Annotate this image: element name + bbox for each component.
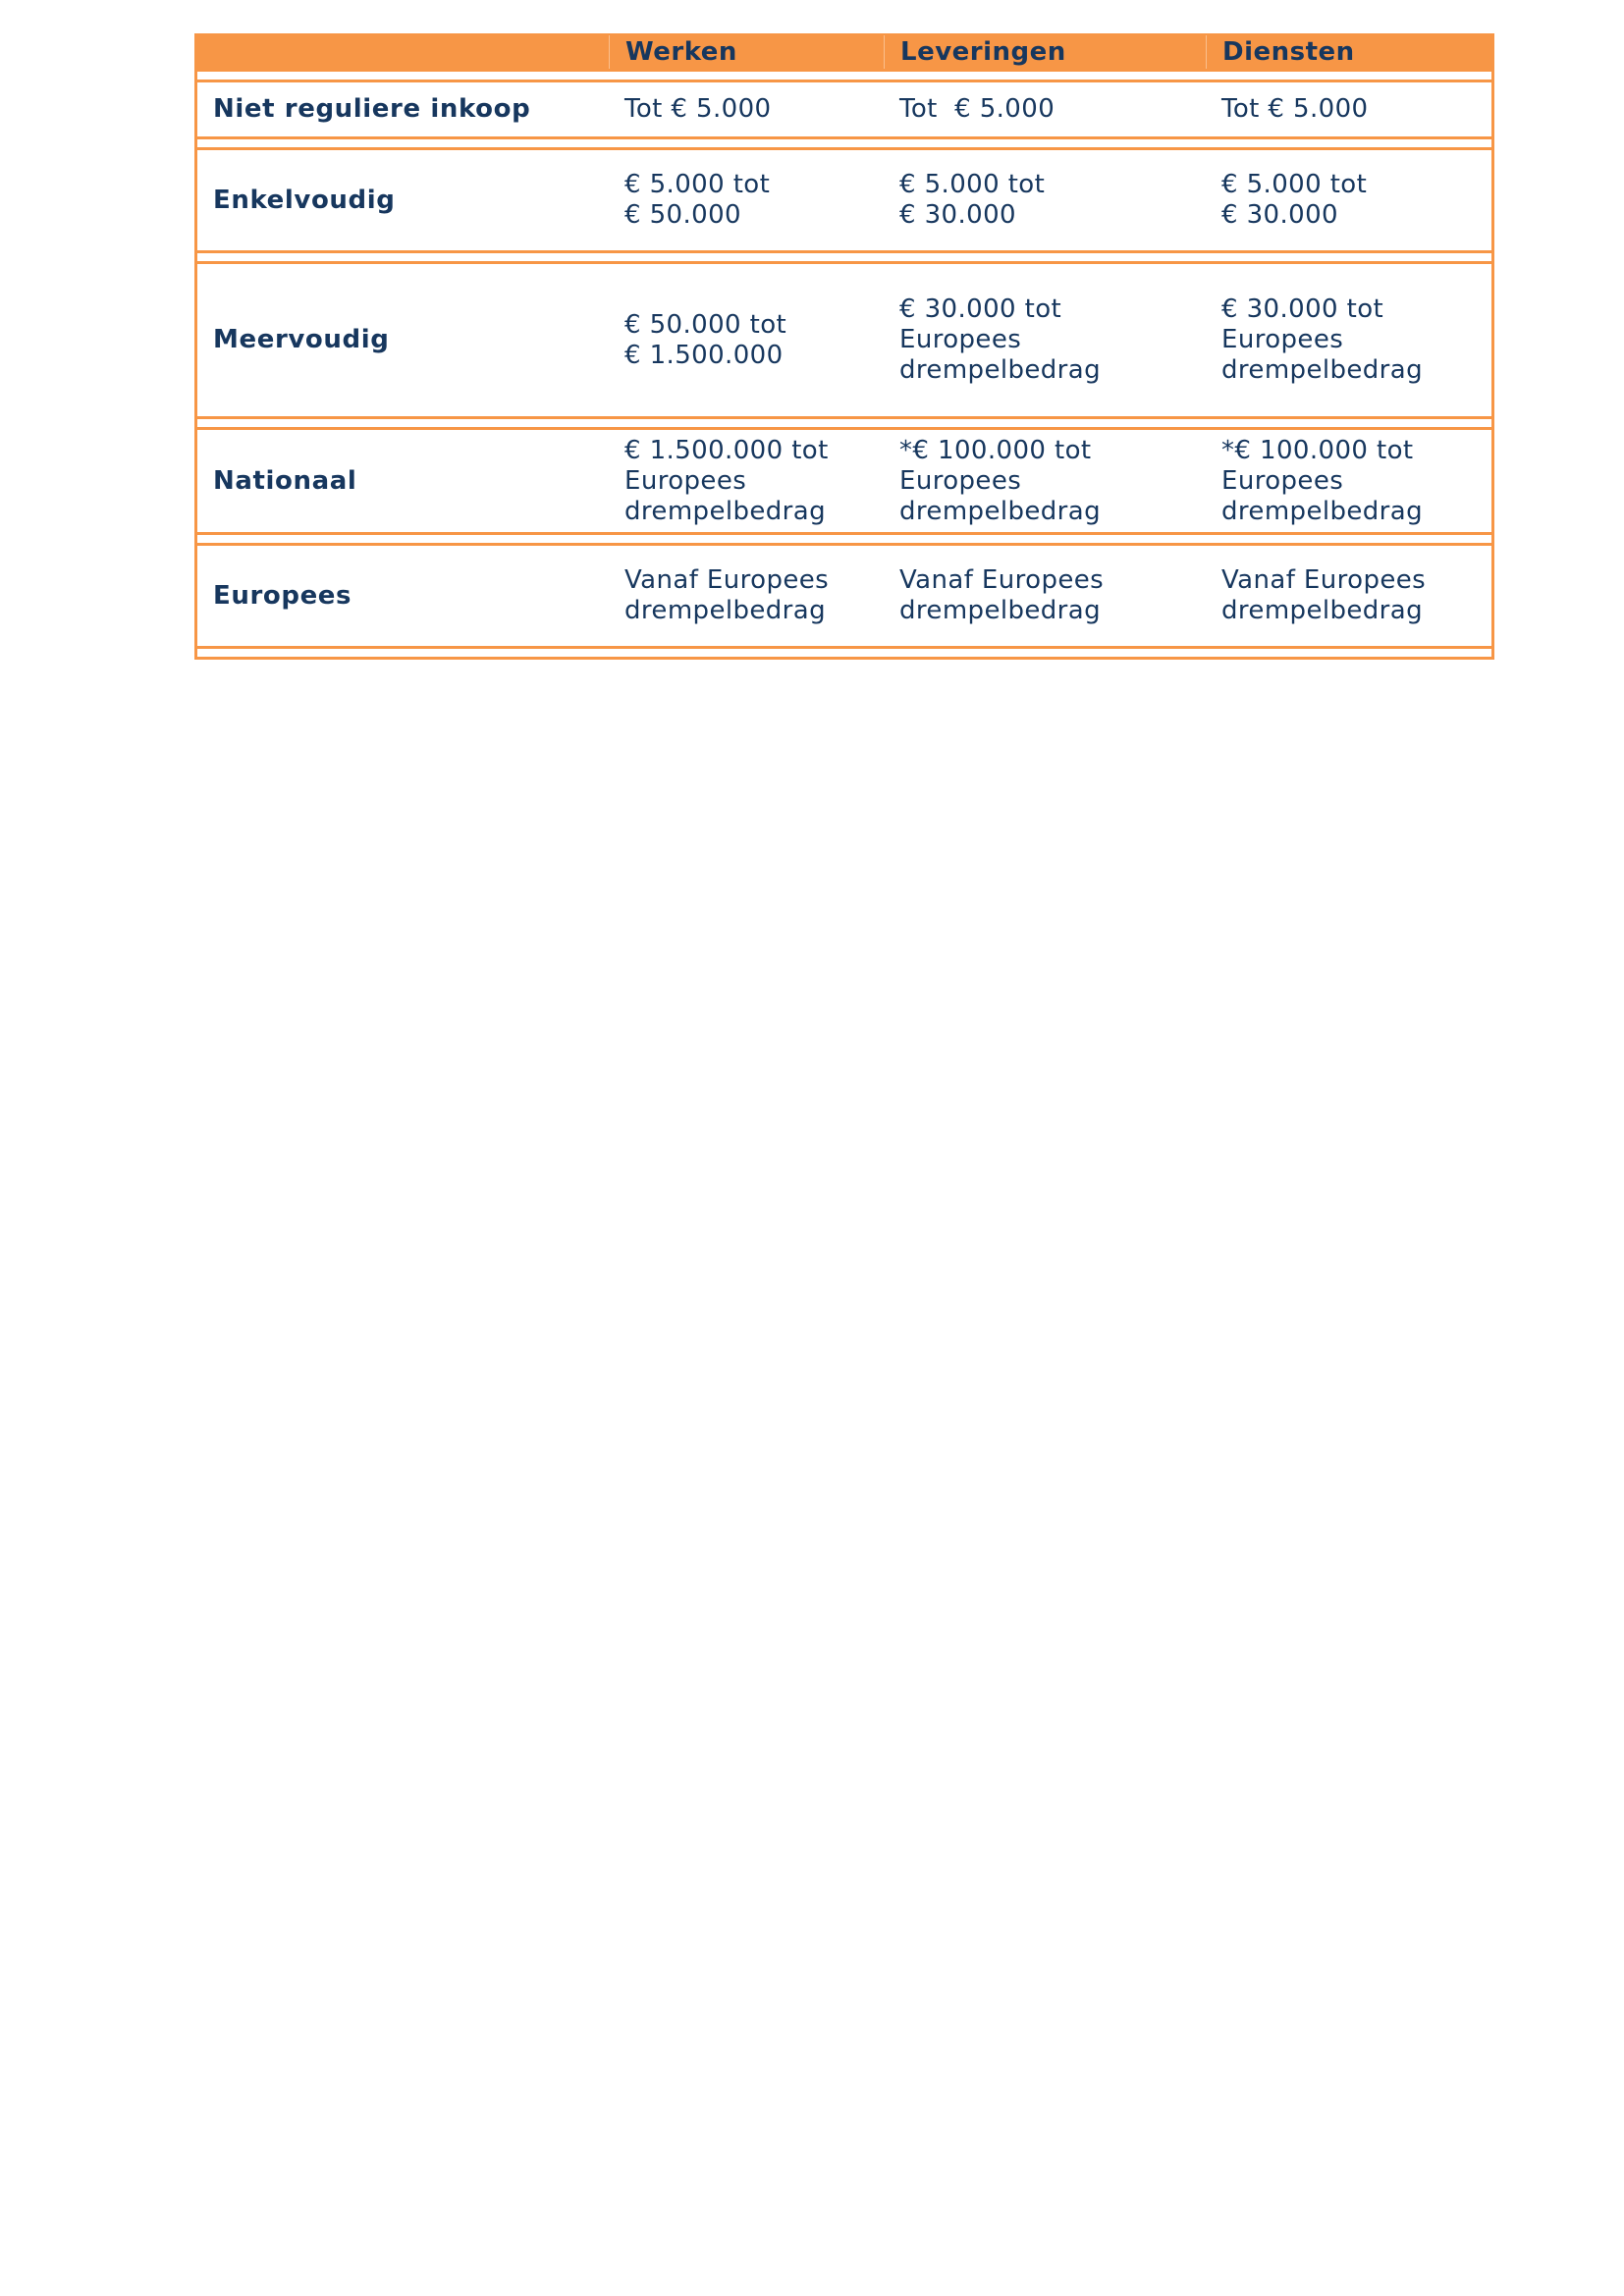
cell-line: € 30.000 tot	[1221, 294, 1384, 324]
cell-diensten	[1206, 170, 1491, 231]
cell-line: € 50.000 tot	[624, 309, 787, 340]
procurement-threshold-table	[194, 33, 1494, 660]
cell-line: drempelbedrag	[624, 496, 826, 526]
cell-line: Europees	[624, 465, 747, 496]
cell-leveringen	[884, 436, 1206, 527]
cell-line: drempelbedrag	[624, 596, 826, 625]
cell-line: drempelbedrag	[899, 496, 1101, 526]
cell-diensten	[1206, 565, 1491, 626]
cell-line: drempelbedrag	[899, 596, 1101, 625]
cell-line: Vanaf Europees	[624, 565, 830, 595]
cell-line: Vanaf Europees	[899, 565, 1105, 595]
cell-line: *€ 100.000 tot	[899, 435, 1092, 465]
table-row	[197, 150, 1491, 250]
cell-line: € 30.000 tot	[899, 294, 1062, 324]
cell-line: € 5.000 tot	[1221, 170, 1368, 199]
cell-diensten	[1206, 94, 1491, 125]
row-label: Nationaal	[213, 465, 357, 496]
cell-line: drempelbedrag	[899, 355, 1101, 385]
cell-werken	[609, 436, 884, 527]
cell-line: Tot € 5.000	[899, 94, 1056, 124]
cell-line: Tot € 5.000	[624, 94, 772, 124]
cell-line: drempelbedrag	[1221, 596, 1423, 625]
table-row	[197, 430, 1491, 532]
row-separator	[197, 136, 1491, 150]
table-row	[197, 264, 1491, 416]
table-header-row	[197, 33, 1491, 69]
row-separator	[197, 250, 1491, 264]
cell-werken	[609, 310, 884, 371]
header-cell-werken: Werken	[609, 35, 884, 69]
cell-leveringen	[884, 94, 1206, 125]
cell-line: € 30.000	[899, 200, 1016, 230]
table-row	[197, 546, 1491, 646]
cell-line: Europees	[1221, 325, 1344, 354]
cell-leveringen	[884, 170, 1206, 231]
cell-line: Tot € 5.000	[1221, 94, 1369, 124]
cell-diensten	[1206, 294, 1491, 386]
row-label: Meervoudig	[213, 325, 390, 354]
cell-line: Europees	[899, 325, 1022, 354]
cell-line: € 1.500.000	[624, 340, 784, 370]
cell-werken	[609, 170, 884, 231]
cell-diensten	[1206, 436, 1491, 527]
cell-line: Europees	[899, 465, 1022, 496]
row-label: Europees	[213, 580, 352, 611]
row-separator	[197, 69, 1491, 82]
cell-line: drempelbedrag	[1221, 355, 1423, 385]
header-cell-empty	[197, 35, 609, 69]
row-separator	[197, 532, 1491, 546]
header-cell-diensten: Diensten	[1206, 35, 1491, 69]
cell-line: € 50.000	[624, 200, 741, 230]
cell-leveringen	[884, 565, 1206, 626]
cell-line: drempelbedrag	[1221, 496, 1423, 526]
header-cell-leveringen: Leveringen	[884, 35, 1206, 69]
row-separator	[197, 646, 1491, 660]
cell-werken	[609, 94, 884, 125]
cell-line: € 5.000 tot	[624, 170, 771, 199]
cell-leveringen	[884, 294, 1206, 386]
cell-werken	[609, 565, 884, 626]
cell-line: *€ 100.000 tot	[1221, 435, 1414, 465]
cell-line: Europees	[1221, 465, 1344, 496]
row-separator	[197, 416, 1491, 430]
cell-line: € 30.000	[1221, 200, 1338, 230]
cell-line: € 1.500.000 tot	[624, 435, 829, 465]
row-label: Enkelvoudig	[213, 185, 396, 215]
table-row	[197, 82, 1491, 136]
cell-line: € 5.000 tot	[899, 170, 1046, 199]
cell-line: Vanaf Europees	[1221, 565, 1427, 595]
row-label: Niet reguliere inkoop	[213, 94, 531, 124]
